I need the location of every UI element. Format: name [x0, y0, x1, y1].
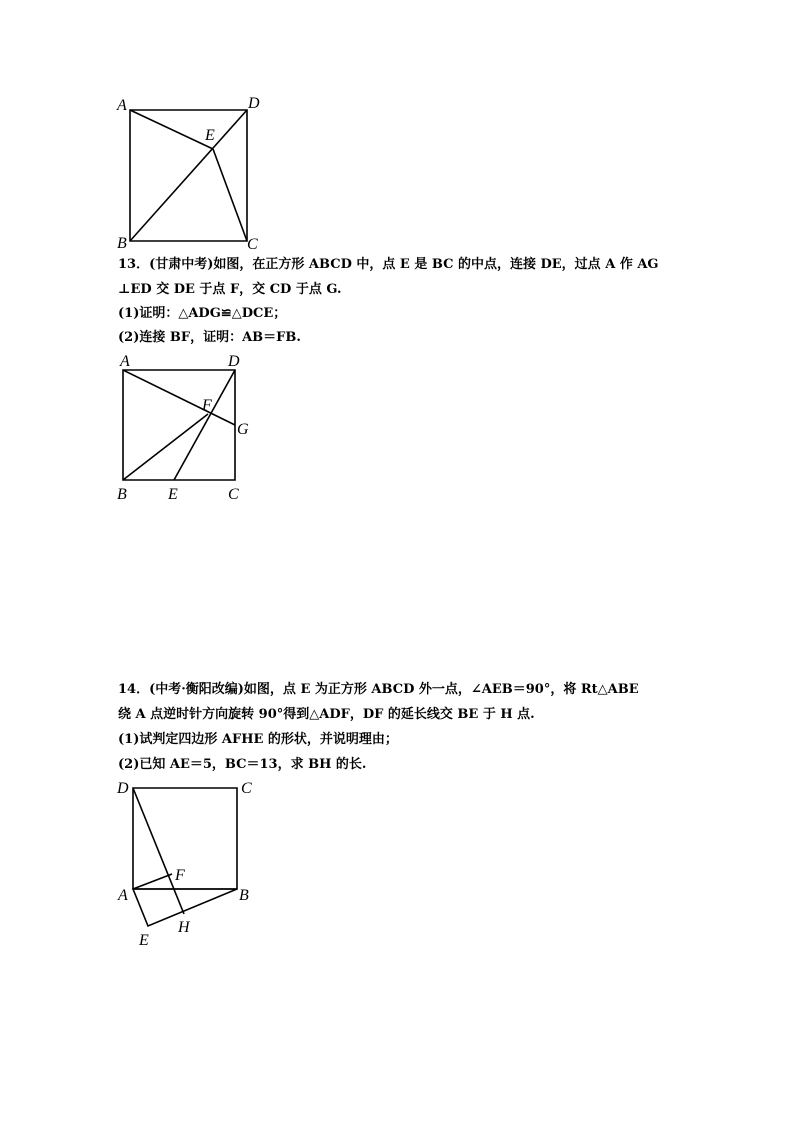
segment-be: [130, 110, 247, 241]
problem14-line1: 14．(中考·衡阳改编)如图，点 E 为正方形 ABCD 外一点，∠AEB＝90°，将 Rt△ABE: [118, 682, 639, 697]
problem13-part2: (2)连接 BF，证明：AB＝FB.: [118, 330, 301, 345]
label-a: A: [118, 887, 128, 904]
square-abcd: [133, 788, 237, 889]
problem14-part1: (1)试判定四边形 AFHE 的形状，并说明理由；: [118, 732, 398, 747]
label-a: A: [117, 97, 127, 114]
problem14-part2: (2)已知 AE＝5，BC＝13，求 BH 的长.: [118, 757, 367, 772]
label-c: C: [247, 236, 258, 253]
problem13-line1: 13．(甘肃中考)如图，在正方形 ABCD 中，点 E 是 BC 的中点，连接 DE，过点 A 作 AG: [118, 257, 659, 272]
label-d: D: [248, 95, 260, 112]
problem14-line2: 绕 A 点逆时针方向旋转 90°得到△ADF，DF 的延长线交 BE 于 H 点.: [118, 707, 535, 722]
label-h: H: [178, 919, 190, 936]
label-f: F: [175, 867, 185, 884]
segment-de: [174, 370, 235, 480]
label-f: F: [202, 397, 212, 414]
label-e: E: [139, 932, 149, 949]
square-abcd: [123, 370, 235, 480]
figure-problem13: [110, 350, 280, 510]
figure-problem14: [110, 775, 280, 955]
segment-dh: [133, 788, 184, 914]
label-b: B: [117, 486, 127, 503]
problem13-line2: ⊥ED 交 DE 于点 F，交 CD 于点 G.: [118, 282, 342, 297]
figure-square-abcd-with-point-e: [110, 90, 280, 260]
label-e: E: [205, 127, 215, 144]
label-d: D: [228, 353, 240, 370]
segment-ag: [123, 370, 235, 425]
segment-bf: [123, 414, 208, 480]
label-a: A: [120, 353, 130, 370]
problem13-part1: (1)证明：△ADG≌△DCE；: [118, 306, 287, 321]
label-b: B: [117, 235, 127, 252]
label-c: C: [228, 486, 239, 503]
label-b: B: [239, 887, 249, 904]
label-c: C: [241, 780, 252, 797]
label-g: G: [237, 421, 249, 438]
label-d: D: [117, 780, 129, 797]
label-e: E: [168, 486, 178, 503]
segment-ec: [213, 149, 247, 241]
segment-af: [133, 874, 172, 889]
segment-ae: [130, 110, 213, 149]
